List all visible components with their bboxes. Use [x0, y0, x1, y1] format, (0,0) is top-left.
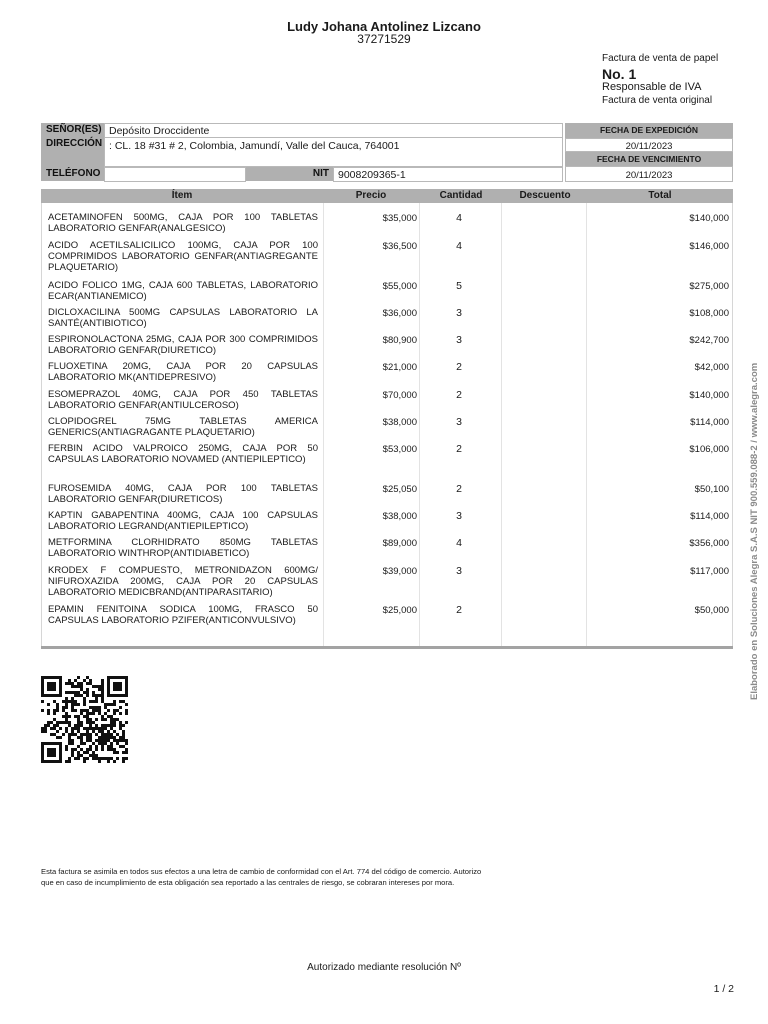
item-total: $50,100: [694, 484, 729, 495]
item-description: EPAMIN FENITOINA SODICA 100MG, FRASCO 50 CAPSULAS LABORATORIO PZIFER(ANTICONVULSIVO): [48, 604, 318, 626]
item-quantity: 3: [456, 416, 462, 428]
item-quantity: 4: [456, 212, 462, 224]
item-total: $146,000: [689, 241, 729, 252]
item-price: $21,000: [382, 362, 417, 373]
phone-label: TELÉFONO: [41, 167, 104, 181]
column-divider: [501, 203, 502, 646]
page-number: 1 / 2: [713, 983, 734, 995]
item-quantity: 3: [456, 565, 462, 577]
item-description: ESPIRONOLACTONA 25MG, CAJA POR 300 COMPRIMIDOS LABORATORIO GENFAR(DIURETICO): [48, 334, 318, 356]
item-price: $89,000: [382, 538, 417, 549]
invoice-copy-label: Factura de venta original: [602, 95, 713, 106]
item-total: $108,000: [689, 308, 729, 319]
item-quantity: 5: [456, 280, 462, 292]
issue-date-label: FECHA DE EXPEDICIÓN: [565, 123, 733, 138]
item-total: $242,700: [689, 335, 729, 346]
item-description: FLUOXETINA 20MG, CAJA POR 20 CAPSULAS LABORATORIO MK(ANTIDEPRESIVO): [48, 361, 318, 383]
customer-phone: [104, 167, 246, 182]
item-total: $114,000: [690, 417, 729, 428]
item-quantity: 4: [456, 537, 462, 549]
item-quantity: 3: [456, 334, 462, 346]
column-divider: [323, 203, 324, 646]
customer-name-label: SEÑOR(ES): [41, 123, 104, 137]
header-discount: Descuento: [519, 190, 571, 201]
item-quantity: 3: [456, 307, 462, 319]
issuer-id-number: 37271529: [357, 32, 411, 46]
column-divider: [419, 203, 420, 646]
customer-name: Depósito Droccidente: [104, 123, 563, 138]
legal-notice: Esta factura se asimila en todos sus efectos a una letra de cambio de conformidad con el Art. 774 del código de comercio. Autorizo que en caso de incumplimiento de esta obligación sea reportado a las centrales de riesgo, se cobraran intereses por mora.: [41, 867, 482, 887]
due-date: 20/11/2023: [565, 166, 733, 182]
nit-label: NIT: [246, 167, 333, 181]
item-total: $106,000: [689, 444, 729, 455]
item-description: DICLOXACILINA 500MG CAPSULAS LABORATORIO LA SANTÉ(ANTIBIOTICO): [48, 307, 318, 329]
qr-code-icon: [41, 676, 128, 763]
issuer-name: Ludy Johana Antolinez Lizcano: [287, 19, 481, 34]
item-total: $356,000: [689, 538, 729, 549]
item-price: $38,000: [382, 417, 417, 428]
header-price: Precio: [355, 190, 387, 201]
vertical-provider-note: Elaborado en Soluciones Alegra S.A.S NIT 900.559.088-2 / www.alegra.com: [749, 362, 760, 700]
item-price: $80,900: [382, 335, 417, 346]
address-label: DIRECCIÓN: [41, 137, 104, 167]
item-quantity: 4: [456, 240, 462, 252]
item-description: KAPTIN GABAPENTINA 400MG, CAJA 100 CAPSULAS LABORATORIO LEGRAND(ANTIEPILEPTICO): [48, 510, 318, 532]
item-quantity: 2: [456, 443, 462, 455]
item-price: $36,000: [382, 308, 417, 319]
item-quantity: 2: [456, 361, 462, 373]
customer-nit: 9008209365-1: [333, 167, 563, 182]
item-description: FUROSEMIDA 40MG, CAJA POR 100 TABLETAS LABORATORIO GENFAR(DIURETICOS): [48, 483, 318, 505]
column-divider: [586, 203, 587, 646]
item-quantity: 2: [456, 483, 462, 495]
item-description: ESOMEPRAZOL 40MG, CAJA POR 450 TABLETAS LABORATORIO GENFAR(ANTIULCEROSO): [48, 389, 318, 411]
item-price: $35,000: [382, 213, 417, 224]
tax-regime: Responsable de IVA: [602, 81, 702, 93]
items-table-header: [41, 189, 733, 203]
item-total: $275,000: [689, 281, 729, 292]
item-price: $55,000: [382, 281, 417, 292]
header-total: Total: [648, 190, 672, 201]
item-description: ACETAMINOFEN 500MG, CAJA POR 100 TABLETAS LABORATORIO GENFAR(ANALGESICO): [48, 212, 318, 234]
item-quantity: 3: [456, 510, 462, 522]
item-description: KRODEX F COMPUESTO, METRONIDAZON 600MG/ NIFUROXAZIDA 200MG, CAJA POR 20 CAPSULAS LABORATORIO MEDICBRAND(ANTIPARASITARIO): [48, 565, 318, 598]
item-price: $39,000: [382, 566, 417, 577]
item-total: $140,000: [689, 390, 729, 401]
header-item: Ítem: [171, 190, 193, 201]
item-quantity: 2: [456, 389, 462, 401]
item-description: FERBIN ACIDO VALPROICO 250MG, CAJA POR 50 CAPSULAS LABORATORIO NOVAMED (ANTIEPILEPTICO): [48, 443, 318, 465]
invoice-type: Factura de venta de papel: [602, 53, 719, 64]
item-total: $114,000: [690, 511, 729, 522]
resolution-text: Autorizado mediante resolución Nº: [307, 962, 461, 973]
issue-date: 20/11/2023: [565, 138, 733, 152]
item-description: CLOPIDOGREL 75MG TABLETAS AMERICA GENERICS(ANTIAGRAGANTE PLAQUETARIO): [48, 416, 318, 438]
invoice-number: No. 1: [602, 66, 637, 82]
item-price: $38,000: [382, 511, 417, 522]
item-description: ACIDO FOLICO 1MG, CAJA 600 TABLETAS, LABORATORIO ECAR(ANTIANEMICO): [48, 280, 318, 302]
item-quantity: 2: [456, 604, 462, 616]
item-price: $70,000: [382, 390, 417, 401]
item-total: $42,000: [694, 362, 729, 373]
item-price: $53,000: [382, 444, 417, 455]
due-date-label: FECHA DE VENCIMIENTO: [565, 152, 733, 166]
item-total: $50,000: [694, 605, 729, 616]
table-bottom-rule: [41, 646, 733, 649]
item-price: $36,500: [382, 241, 417, 252]
item-price: $25,050: [382, 484, 417, 495]
item-total: $117,000: [690, 566, 729, 577]
item-description: METFORMINA CLORHIDRATO 850MG TABLETAS LABORATORIO WINTHROP(ANTIDIABETICO): [48, 537, 318, 559]
item-total: $140,000: [689, 213, 729, 224]
item-description: ACIDO ACETILSALICILICO 100MG, CAJA POR 100 COMPRIMIDOS LABORATORIO GENFAR(ANTIAGREGANTE PLAQUETARIO): [48, 240, 318, 273]
header-qty: Cantidad: [439, 190, 483, 201]
item-price: $25,000: [382, 605, 417, 616]
customer-address: : CL. 18 #31 # 2, Colombia, Jamundí, Valle del Cauca, 764001: [104, 137, 563, 167]
